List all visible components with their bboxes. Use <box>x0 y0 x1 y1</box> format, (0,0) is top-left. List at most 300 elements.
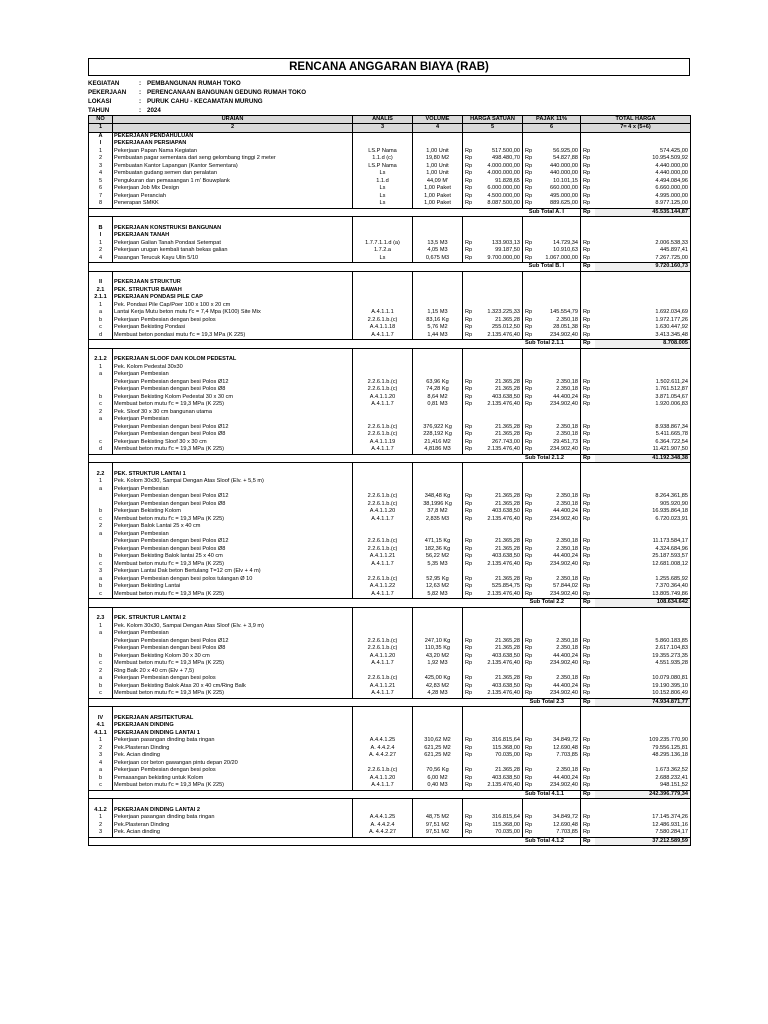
item-total: 6.364.722,54 <box>595 439 691 447</box>
item-volume: 5,76 M2 <box>413 324 463 332</box>
item-description: Pekerjaan Job Mix Design <box>113 185 353 193</box>
info-colon: : <box>139 98 142 105</box>
item-unit-price: 2.135.476,40 <box>475 782 523 790</box>
item-row <box>89 409 691 417</box>
item-description: Pekerjaan Peranciah <box>113 193 353 201</box>
currency-label: Rp <box>523 155 535 163</box>
currency-label: Rp <box>523 553 535 561</box>
item-tax <box>535 364 581 372</box>
item-total: 10.152.806,49 <box>595 690 691 698</box>
item-number: b <box>89 653 113 661</box>
item-tax: 34.849,72 <box>535 814 581 822</box>
empty-cell <box>413 707 463 715</box>
item-number: 3 <box>89 829 113 837</box>
currency-label: Rp <box>463 638 475 646</box>
item-unit-price: 21.365,28 <box>475 379 523 387</box>
item-row <box>89 583 691 591</box>
item-total: 905.920,90 <box>595 501 691 509</box>
item-total: 3.413.345,48 <box>595 332 691 340</box>
item-unit-price: 403.638,50 <box>475 683 523 691</box>
currency-label: Rp <box>463 446 475 454</box>
currency-label: Rp <box>581 822 595 830</box>
item-tax <box>535 615 581 623</box>
item-row <box>89 255 691 263</box>
currency-label: Rp <box>581 394 595 402</box>
section-header-row <box>89 232 691 240</box>
item-number: IV <box>89 715 113 723</box>
currency-label <box>463 409 475 417</box>
item-description: Pek. Acian dinding <box>113 829 353 837</box>
item-total: 1.673.362,52 <box>595 767 691 775</box>
currency-label <box>463 478 475 486</box>
item-tax <box>535 471 581 479</box>
empty-cell <box>113 607 353 615</box>
item-analysis <box>353 471 413 479</box>
item-tax: 44.400,24 <box>535 553 581 561</box>
item-unit-price: 403.638,50 <box>475 508 523 516</box>
currency-label <box>463 371 475 379</box>
empty-cell <box>113 799 353 807</box>
currency-label <box>523 463 535 471</box>
item-total <box>595 722 691 730</box>
currency-label: Rp <box>523 379 535 387</box>
item-volume: 0,40 M3 <box>413 782 463 790</box>
item-analysis: A.4.1.1.1 <box>353 309 413 317</box>
item-volume: 70,56 Kg <box>413 767 463 775</box>
currency-label: Rp <box>523 170 535 178</box>
item-number: a <box>89 531 113 539</box>
currency-label: Rp <box>523 660 535 668</box>
section-header-row <box>89 132 691 140</box>
currency-label: Rp <box>581 454 595 463</box>
item-description: Ring Balk 20 x 40 cm (Elv + 7,5) <box>113 668 353 676</box>
item-description: Pek.Plasteran Dinding <box>113 822 353 830</box>
item-number: 1 <box>89 478 113 486</box>
item-number <box>89 431 113 439</box>
subtotal-amount: 108.634.642 <box>595 599 691 608</box>
item-tax <box>535 302 581 310</box>
currency-label: Rp <box>463 255 475 263</box>
item-total: 6.660.000,00 <box>595 185 691 193</box>
currency-label <box>463 607 475 615</box>
currency-label <box>581 364 595 372</box>
item-total: 4.324.684,96 <box>595 546 691 554</box>
currency-label: Rp <box>581 386 595 394</box>
empty-cell <box>595 271 691 279</box>
item-volume <box>413 478 463 486</box>
item-volume <box>413 807 463 815</box>
item-description: Pekerjaan Pembesian dengan besi Polos Ø8 <box>113 386 353 394</box>
item-unit-price: 2.135.476,40 <box>475 690 523 698</box>
item-volume: 1,92 M3 <box>413 660 463 668</box>
currency-label: Rp <box>581 690 595 698</box>
item-number: 3 <box>89 163 113 171</box>
currency-label <box>523 409 535 417</box>
currency-label: Rp <box>581 163 595 171</box>
currency-label <box>523 356 535 364</box>
item-row <box>89 760 691 768</box>
item-total <box>595 630 691 638</box>
item-row <box>89 576 691 584</box>
currency-label <box>581 232 595 240</box>
item-total: 17.145.374,26 <box>595 814 691 822</box>
item-volume <box>413 471 463 479</box>
empty-cell <box>475 799 523 807</box>
item-total: 1.920.006,83 <box>595 401 691 409</box>
currency-label: Rp <box>523 178 535 186</box>
item-description: Pekerjaan Bekisting Kolom <box>113 508 353 516</box>
currency-label: Rp <box>523 431 535 439</box>
item-row <box>89 660 691 668</box>
item-tax: 440.000,00 <box>535 163 581 171</box>
item-unit-price <box>475 523 523 531</box>
item-tax: 234.902,40 <box>535 782 581 790</box>
item-tax: 2.350,18 <box>535 424 581 432</box>
currency-label <box>463 217 475 225</box>
item-analysis: A.4.1.1.20 <box>353 775 413 783</box>
currency-label <box>463 523 475 531</box>
currency-label: Rp <box>463 767 475 775</box>
item-unit-price: 8.087.500,00 <box>475 200 523 208</box>
empty-cell <box>475 348 523 356</box>
item-row <box>89 493 691 501</box>
item-row <box>89 371 691 379</box>
item-analysis: Ls <box>353 170 413 178</box>
item-tax <box>535 279 581 287</box>
blank-row <box>89 217 691 225</box>
item-total <box>595 531 691 539</box>
item-row <box>89 591 691 599</box>
empty-cell <box>413 271 463 279</box>
item-number: 1 <box>89 148 113 156</box>
item-analysis: A.4.1.1.7 <box>353 446 413 454</box>
currency-label: Rp <box>463 829 475 837</box>
item-row <box>89 247 691 255</box>
empty-cell <box>475 217 523 225</box>
item-analysis: A.4.1.1.7 <box>353 516 413 524</box>
empty-cell <box>595 348 691 356</box>
currency-label <box>463 279 475 287</box>
item-unit-price <box>475 486 523 494</box>
item-analysis: A.4.1.1.21 <box>353 553 413 561</box>
currency-label <box>581 486 595 494</box>
item-unit-price: 403.638,50 <box>475 653 523 661</box>
currency-label <box>581 523 595 531</box>
currency-label <box>581 271 595 279</box>
item-total <box>595 715 691 723</box>
currency-label <box>463 302 475 310</box>
item-total: 1.255.685,92 <box>595 576 691 584</box>
currency-label: Rp <box>581 767 595 775</box>
item-number: 4 <box>89 170 113 178</box>
currency-label: Rp <box>463 814 475 822</box>
currency-label: Rp <box>581 208 595 217</box>
empty-cell <box>535 348 581 356</box>
item-analysis: 2.2.6.1.b.(c) <box>353 546 413 554</box>
item-row <box>89 523 691 531</box>
item-number: 2.3 <box>89 615 113 623</box>
currency-label <box>463 531 475 539</box>
item-unit-price: 21.365,28 <box>475 317 523 325</box>
item-analysis: 2.2.6.1.b.(c) <box>353 638 413 646</box>
item-volume: 5,82 M3 <box>413 591 463 599</box>
currency-label: Rp <box>581 538 595 546</box>
item-volume: 44,09 M' <box>413 178 463 186</box>
currency-label: Rp <box>523 386 535 394</box>
item-unit-price <box>475 471 523 479</box>
currency-label <box>463 287 475 295</box>
item-total: 11.421.907,50 <box>595 446 691 454</box>
blank-row <box>89 348 691 356</box>
item-tax: 10.910,63 <box>535 247 581 255</box>
currency-label: Rp <box>523 439 535 447</box>
currency-label: Rp <box>581 599 595 608</box>
item-number: A <box>89 132 113 140</box>
item-total <box>595 730 691 738</box>
subtotal-row <box>89 837 691 846</box>
empty-cell <box>353 707 413 715</box>
item-number: d <box>89 332 113 340</box>
item-volume <box>413 416 463 424</box>
currency-label: Rp <box>523 546 535 554</box>
currency-label <box>523 364 535 372</box>
item-description: Membuat beton pondasi mutu f'c = 19,3 MPa (K 225) <box>113 332 353 340</box>
subtotal-row <box>89 698 691 707</box>
item-unit-price <box>475 371 523 379</box>
item-row <box>89 379 691 387</box>
item-total <box>595 364 691 372</box>
item-total: 10.079.080,81 <box>595 675 691 683</box>
currency-label: Rp <box>523 822 535 830</box>
currency-label <box>523 140 535 148</box>
item-unit-price: 70.035,00 <box>475 829 523 837</box>
currency-label: Rp <box>581 424 595 432</box>
item-total: 12.681.008,12 <box>595 561 691 569</box>
item-total: 1.972.177,26 <box>595 317 691 325</box>
item-number: a <box>89 309 113 317</box>
section-header-row <box>89 722 691 730</box>
currency-label: Rp <box>581 737 595 745</box>
item-tax: 234.902,40 <box>535 446 581 454</box>
item-tax <box>535 478 581 486</box>
currency-label: Rp <box>523 645 535 653</box>
item-description: Pekerjaan Pembesian dengan besi Polos Ø12 <box>113 493 353 501</box>
item-row <box>89 394 691 402</box>
item-volume: 247,10 Kg <box>413 638 463 646</box>
item-analysis <box>353 478 413 486</box>
item-unit-price: 267.743,00 <box>475 439 523 447</box>
item-row <box>89 630 691 638</box>
currency-label: Rp <box>523 576 535 584</box>
empty-cell <box>535 707 581 715</box>
item-volume <box>413 668 463 676</box>
currency-label: Rp <box>463 583 475 591</box>
currency-label: Rp <box>523 240 535 248</box>
item-analysis: 2.2.6.1.b.(c) <box>353 317 413 325</box>
currency-label <box>523 607 535 615</box>
currency-label: Rp <box>581 493 595 501</box>
item-total: 7.580.284,17 <box>595 829 691 837</box>
item-number: c <box>89 690 113 698</box>
item-number: 4 <box>89 760 113 768</box>
currency-label: Rp <box>463 247 475 255</box>
empty-cell <box>595 707 691 715</box>
item-tax: 234.902,40 <box>535 660 581 668</box>
empty-cell <box>353 271 413 279</box>
currency-label: Rp <box>581 193 595 201</box>
currency-label: Rp <box>581 431 595 439</box>
item-description: Membuat beton mutu f'c = 19,3 MPa (K 225) <box>113 782 353 790</box>
currency-label <box>523 486 535 494</box>
currency-label: Rp <box>581 263 595 272</box>
column-header: TOTAL HARGA <box>581 116 691 124</box>
item-tax: 1.067.000,00 <box>535 255 581 263</box>
currency-label <box>463 722 475 730</box>
currency-label: Rp <box>463 508 475 516</box>
item-unit-price: 525.854,75 <box>475 583 523 591</box>
item-number: 4.1 <box>89 722 113 730</box>
item-volume: 1,00 Paket <box>413 185 463 193</box>
column-header: HARGA SATUAN <box>463 116 523 124</box>
item-unit-price: 2.135.476,40 <box>475 561 523 569</box>
item-number: b <box>89 508 113 516</box>
item-description: Pekerjaan Bekisting Kolom Pedestal 30 x 30 cm <box>113 394 353 402</box>
currency-label <box>581 287 595 295</box>
item-description: Pekerjaan Bekisting Balok Atas 20 x 40 cm/Ring Balk <box>113 683 353 691</box>
item-volume: 63,96 Kg <box>413 379 463 387</box>
item-volume <box>413 760 463 768</box>
item-volume <box>413 630 463 638</box>
item-analysis <box>353 409 413 417</box>
item-unit-price: 70.035,00 <box>475 752 523 760</box>
document-title: RENCANA ANGGARAN BIAYA (RAB) <box>88 58 690 76</box>
currency-label <box>463 356 475 364</box>
item-volume: 12,63 M2 <box>413 583 463 591</box>
currency-label <box>523 416 535 424</box>
item-tax: 2.350,18 <box>535 576 581 584</box>
info-row <box>88 88 690 97</box>
item-total: 5.860.183,85 <box>595 638 691 646</box>
item-unit-price: 21.365,28 <box>475 493 523 501</box>
item-number: c <box>89 782 113 790</box>
currency-label <box>523 478 535 486</box>
currency-label: Rp <box>523 829 535 837</box>
item-number: 2 <box>89 668 113 676</box>
item-description: Pekerjaan pasangan dinding bata ringan <box>113 737 353 745</box>
currency-label: Rp <box>523 814 535 822</box>
currency-label: Rp <box>463 501 475 509</box>
currency-label: Rp <box>581 255 595 263</box>
item-total: 4.551.935,28 <box>595 660 691 668</box>
item-volume <box>413 722 463 730</box>
item-volume: 110,35 Kg <box>413 645 463 653</box>
item-volume: 310,62 M2 <box>413 737 463 745</box>
table-header <box>89 116 691 133</box>
info-colon: : <box>139 89 142 96</box>
empty-cell <box>475 463 523 471</box>
item-description: PEKERJAAN TANAH <box>113 232 353 240</box>
currency-label: Rp <box>463 493 475 501</box>
currency-label: Rp <box>523 690 535 698</box>
item-unit-price <box>475 722 523 730</box>
currency-label: Rp <box>581 782 595 790</box>
subtotal-label: Sub Total 4.1.2 <box>89 837 581 846</box>
item-total: 2.617.104,83 <box>595 645 691 653</box>
item-row <box>89 737 691 745</box>
currency-label: Rp <box>523 767 535 775</box>
item-volume <box>413 294 463 302</box>
currency-label: Rp <box>523 675 535 683</box>
item-unit-price: 403.638,50 <box>475 775 523 783</box>
item-row <box>89 486 691 494</box>
item-description: PEK. STRUKTUR LANTAI 1 <box>113 471 353 479</box>
currency-label <box>581 607 595 615</box>
item-description: PEKERJAAN PONDASI PILE CAP <box>113 294 353 302</box>
item-volume: 37,8 M2 <box>413 508 463 516</box>
column-number: 7= 4 x (5+6) <box>581 124 691 132</box>
currency-label: Rp <box>463 439 475 447</box>
item-unit-price: 2.135.476,40 <box>475 516 523 524</box>
item-number: c <box>89 516 113 524</box>
item-row <box>89 309 691 317</box>
currency-label <box>581 668 595 676</box>
currency-label <box>523 715 535 723</box>
subtotal-label: Sub Total 2.1.2 <box>89 454 581 463</box>
item-description: PEKERJAAN DINDING <box>113 722 353 730</box>
subtotal-label: Sub Total A. I <box>89 208 581 217</box>
currency-label: Rp <box>463 317 475 325</box>
currency-label <box>581 371 595 379</box>
currency-label: Rp <box>581 324 595 332</box>
item-tax <box>535 287 581 295</box>
empty-cell <box>113 348 353 356</box>
item-total <box>595 668 691 676</box>
currency-label: Rp <box>523 591 535 599</box>
item-total: 79.556.125,81 <box>595 745 691 753</box>
currency-label <box>523 371 535 379</box>
currency-label: Rp <box>581 675 595 683</box>
currency-label: Rp <box>463 240 475 248</box>
currency-label <box>581 730 595 738</box>
item-row <box>89 822 691 830</box>
column-number: 1 <box>89 124 113 132</box>
item-unit-price: 4.500.000,00 <box>475 193 523 201</box>
item-number: 2 <box>89 745 113 753</box>
item-number: c <box>89 439 113 447</box>
empty-cell <box>595 607 691 615</box>
item-number: 6 <box>89 185 113 193</box>
item-description: Pekerjaan Pembesian dengan besi Polos Ø12 <box>113 379 353 387</box>
item-total: 8.264.361,85 <box>595 493 691 501</box>
item-description: Penerapan SMKK <box>113 200 353 208</box>
item-number: a <box>89 416 113 424</box>
currency-label: Rp <box>523 394 535 402</box>
item-volume: 1,15 M3 <box>413 309 463 317</box>
item-unit-price: 4.000.000,00 <box>475 170 523 178</box>
item-total <box>595 302 691 310</box>
item-description: Pekerjaan Pembesian dengan besi polos <box>113 317 353 325</box>
table-body <box>89 132 691 846</box>
currency-label: Rp <box>581 553 595 561</box>
item-tax <box>535 623 581 631</box>
item-tax <box>535 371 581 379</box>
column-number: 6 <box>523 124 581 132</box>
item-unit-price: 2.135.476,40 <box>475 401 523 409</box>
item-description: Pekerjaan Pembesian dengan besi Polos Ø12 <box>113 538 353 546</box>
info-label: TAHUN <box>88 107 110 114</box>
currency-label <box>463 463 475 471</box>
item-unit-price <box>475 730 523 738</box>
